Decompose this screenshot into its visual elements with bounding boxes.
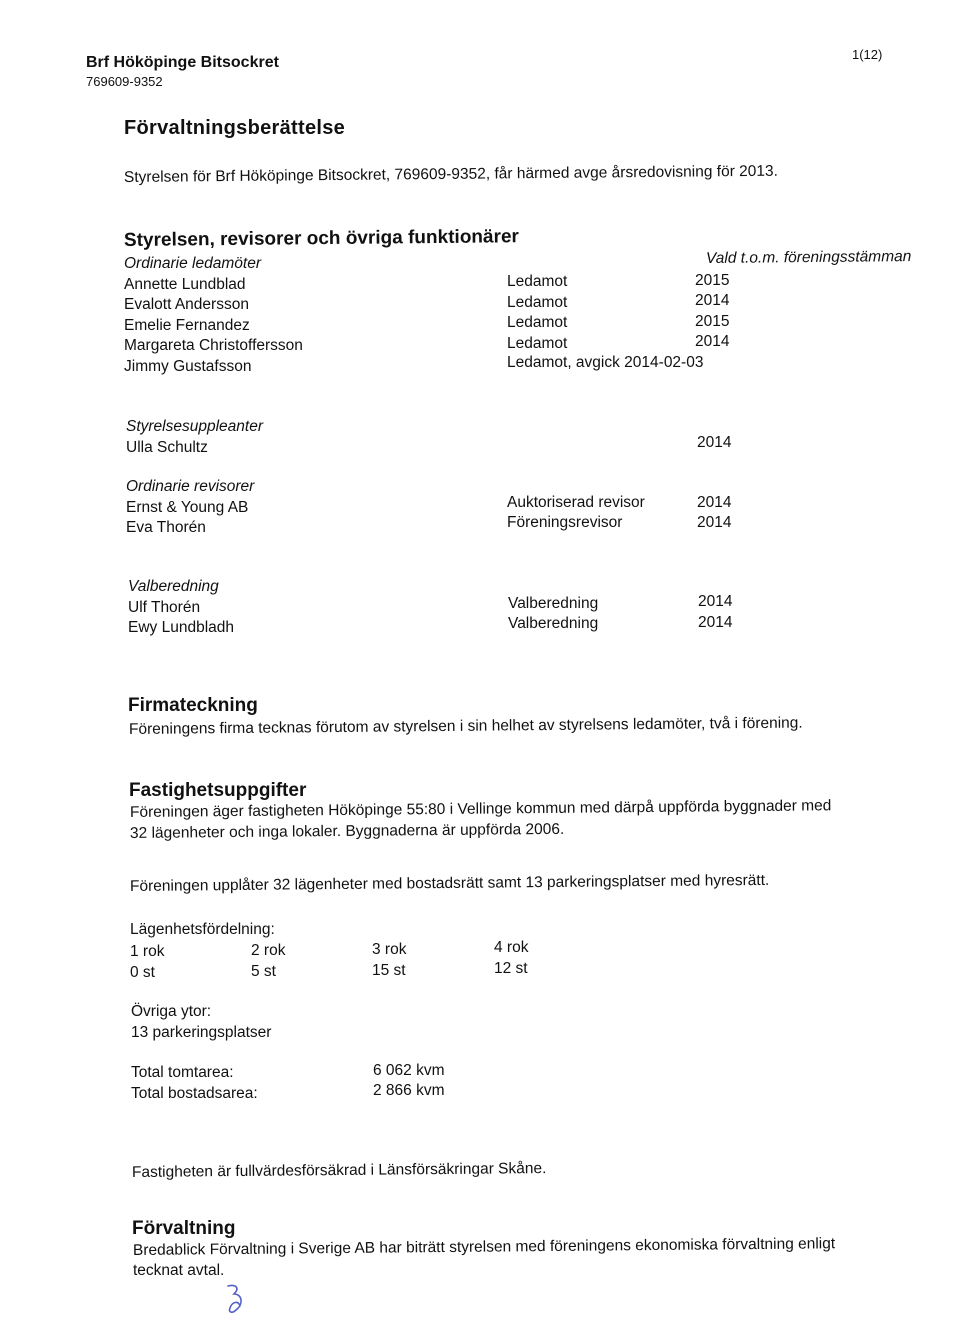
distribution-label: Lägenhetsfördelning: <box>130 921 275 938</box>
apartment-count: 0 st <box>130 964 155 981</box>
member-role: Ledamot <box>507 335 568 352</box>
apartment-count: 5 st <box>251 963 276 980</box>
organization-name: Brf Hököpinge Bitsockret <box>86 54 279 71</box>
nomination-role: Valberedning <box>508 595 599 612</box>
board-heading: Styrelsen, revisorer och övriga funktionärer <box>123 226 519 251</box>
nomination-year: 2014 <box>698 593 733 610</box>
signing-heading: Firmateckning <box>128 695 258 716</box>
member-name: Margareta Christoffersson <box>124 337 303 354</box>
apartment-type: 2 rok <box>251 942 286 959</box>
insurance-text: Fastigheten är fullvärdesförsäkrad i Länsförsäkringar Skåne. <box>131 1160 547 1181</box>
area-value: 6 062 kvm <box>373 1062 445 1079</box>
member-name: Jimmy Gustafsson <box>124 358 252 375</box>
report-intro: Styrelsen för Brf Hököpinge Bitsockret, 769609-9352, får härmed avge årsredovisning för 2013. <box>123 162 778 186</box>
member-year: 2014 <box>695 333 730 350</box>
other-areas-label: Övriga ytor: <box>131 1003 212 1020</box>
member-role: Ledamot, avgick 2014-02-03 <box>507 354 704 371</box>
rental-text: Föreningen upplåter 32 lägenheter med bostadsrätt samt 13 parkeringsplatser med hyresrätt. <box>129 871 770 895</box>
member-name: Evalott Andersson <box>124 296 249 313</box>
management-heading: Förvaltning <box>132 1218 236 1239</box>
signing-text: Föreningens firma tecknas förutom av styrelsen i sin helhet av styrelsens ledamöter, två i förening. <box>128 714 803 738</box>
report-title: Förvaltningsberättelse <box>124 117 346 139</box>
apartment-type: 1 rok <box>130 943 165 960</box>
apartment-count: 15 st <box>372 962 406 979</box>
auditor-year: 2014 <box>697 494 732 511</box>
management-text-line1: Bredablick Förvaltning i Sverige AB har biträtt styrelsen med föreningens ekonomiska förvaltning enligt <box>132 1235 836 1259</box>
property-heading: Fastighetsuppgifter <box>129 780 307 801</box>
member-name: Emelie Fernandez <box>124 317 250 334</box>
apartment-type: 3 rok <box>372 941 407 958</box>
member-name: Annette Lundblad <box>124 276 246 293</box>
apartment-count: 12 st <box>494 960 528 977</box>
auditor-year: 2014 <box>697 514 732 531</box>
management-text-line2: tecknat avtal. <box>133 1262 225 1279</box>
members-label: Ordinarie ledamöter <box>124 255 261 272</box>
apartment-type: 4 rok <box>494 939 529 956</box>
nomination-name: Ewy Lundbladh <box>128 619 234 636</box>
page-number: 1(12) <box>852 47 883 62</box>
deputies-label: Styrelsesuppleanter <box>126 418 263 435</box>
nomination-label: Valberedning <box>128 578 219 595</box>
area-label: Total tomtarea: <box>131 1064 234 1081</box>
auditor-name: Eva Thorén <box>126 519 206 536</box>
nomination-name: Ulf Thorén <box>128 599 201 616</box>
area-value: 2 866 kvm <box>373 1082 445 1099</box>
auditor-name: Ernst & Young AB <box>126 499 249 516</box>
member-role: Ledamot <box>507 314 568 331</box>
elected-until-label: Vald t.o.m. föreningsstämman <box>705 248 912 267</box>
auditor-role: Föreningsrevisor <box>507 514 623 531</box>
member-role: Ledamot <box>507 273 568 290</box>
member-year: 2014 <box>695 292 730 309</box>
other-areas-value: 13 parkeringsplatser <box>131 1024 272 1041</box>
nomination-year: 2014 <box>698 614 733 631</box>
area-label: Total bostadsarea: <box>131 1085 258 1102</box>
property-text-line1: Föreningen äger fastigheten Hököpinge 55:80 i Vellinge kommun med därpå uppförda byggnader med <box>129 797 832 821</box>
auditors-label: Ordinarie revisorer <box>126 478 255 495</box>
auditor-role: Auktoriserad revisor <box>507 494 645 511</box>
deputy-year: 2014 <box>697 434 732 451</box>
nomination-role: Valberedning <box>508 615 599 632</box>
member-year: 2015 <box>695 313 730 330</box>
property-text-line2: 32 lägenheter och inga lokaler. Byggnaderna är uppförda 2006. <box>129 820 565 842</box>
member-year: 2015 <box>695 272 730 289</box>
deputy-name: Ulla Schultz <box>126 439 208 456</box>
handwritten-initial-mark <box>222 1282 252 1318</box>
member-role: Ledamot <box>507 294 568 311</box>
organization-number: 769609-9352 <box>86 74 163 89</box>
